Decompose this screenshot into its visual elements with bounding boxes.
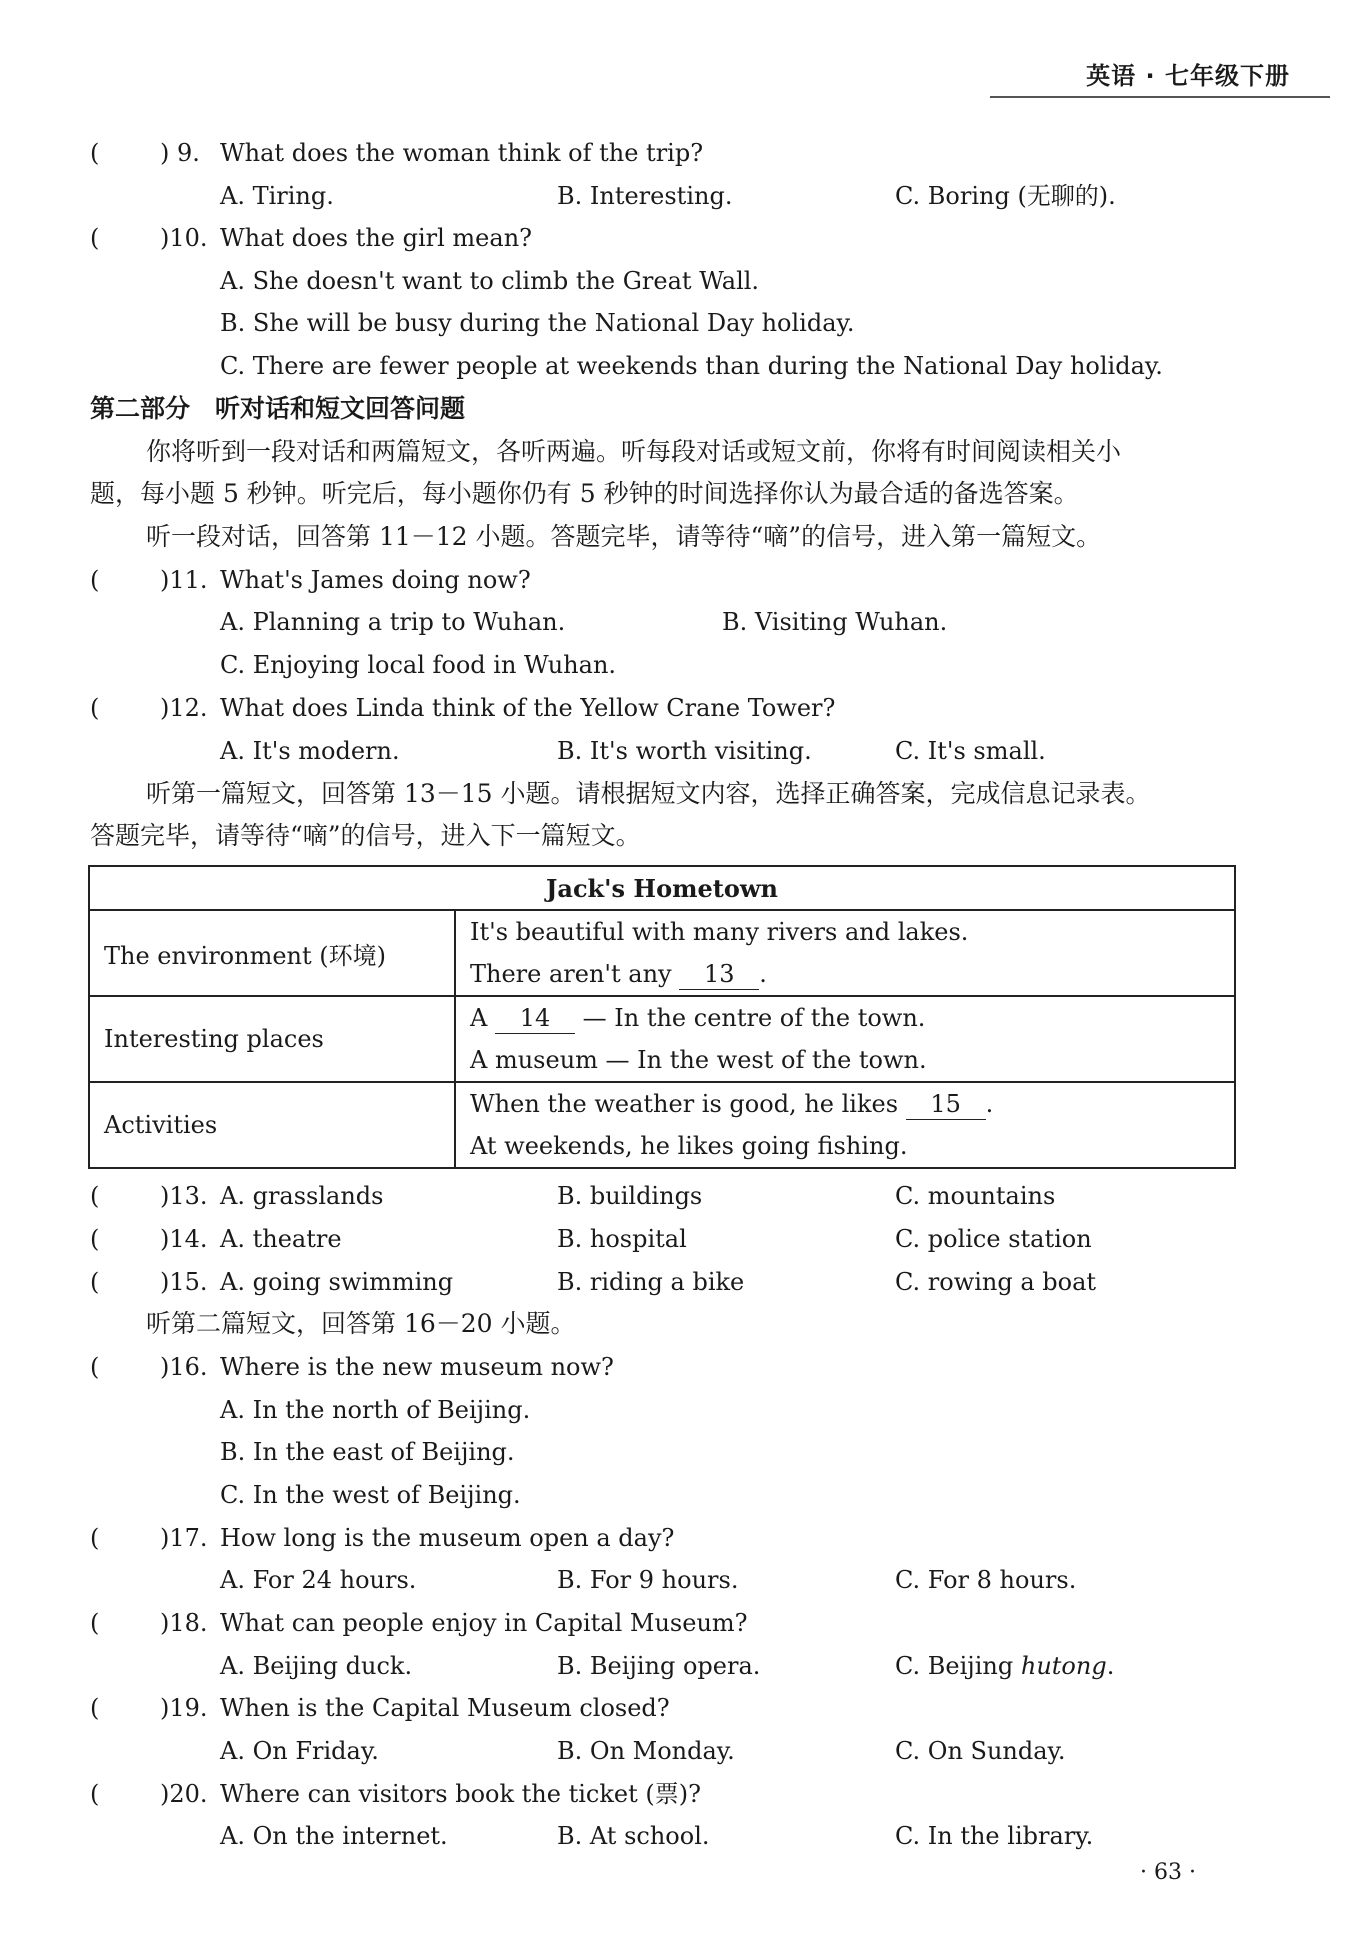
option-c[interactable]: C. police station — [895, 1225, 1092, 1253]
option-b[interactable]: B. Visiting Wuhan. — [722, 608, 948, 636]
instructions-line-1: 你将听到一段对话和两篇短文，各听两遍。听每段对话或短文前，你将有时间阅读相关小 — [146, 437, 1122, 466]
header-rule — [990, 96, 1330, 98]
option-b[interactable]: B. On Monday. — [557, 1737, 735, 1765]
option-b[interactable]: B. For 9 hours. — [557, 1566, 739, 1594]
option-a[interactable]: A. theatre — [220, 1225, 342, 1253]
option-b[interactable]: B. hospital — [557, 1225, 687, 1253]
blank-13[interactable]: 13 — [679, 959, 759, 990]
option-c[interactable]: C. In the library. — [895, 1822, 1094, 1850]
page-header: 英语 · 七年级下册 — [1086, 62, 1290, 90]
table-row — [89, 910, 1235, 996]
row-content: A 14 — In the centre of the town. A museum — In the west of the town. — [455, 996, 1235, 1082]
blank-15[interactable]: 15 — [906, 1089, 986, 1120]
option-b[interactable]: B. At school. — [557, 1822, 710, 1850]
table-title: Jack's Hometown — [89, 866, 1235, 910]
option-c[interactable]: C. On Sunday. — [895, 1737, 1066, 1765]
page-number: · 63 · — [1140, 1860, 1196, 1885]
option-a[interactable]: A. It's modern. — [220, 737, 400, 765]
row-content: When the weather is good, he likes 15 . At weekends, he likes going fishing. — [455, 1082, 1235, 1168]
option-c[interactable]: C. rowing a boat — [895, 1268, 1097, 1296]
option-c[interactable]: C. Boring (无聊的). — [895, 182, 1116, 210]
section-heading: 第二部分 听对话和短文回答问题 — [90, 394, 466, 423]
option-b[interactable]: B. It's worth visiting. — [557, 737, 812, 765]
info-table — [88, 865, 1236, 1169]
exam-page: 英语 · 七年级下册 ( ) 9. What does the woman think of the trip? A. Tiring. B. Interesting. C. Boring (无聊的). ( )10. What does the girl mean? A. She doesn't want to climb the Great Wall. B. She will be busy during the National Day holiday. C. There are fewer people at weekends than during the National Day holiday. 第二部分 听对话和短文回答问题 你将听到一段对话和两篇短文，各听两遍。听每段对话或短文前，你将有时间阅读相关小 题，每小题 5 秒钟。听完后，每小题你仍有 5 秒钟的时间选择你认为最合适的备选答案。 听一段对话，回答第 11－12 小题。答题完毕，请等待“嘀”的信号，进入第一篇短文。 ( )11. What's James doing now? A. Planning a trip to Wuhan. B. Visiting Wuhan. C. Enjoying local food in Wuhan. ( )12. What does Linda think of the Yellow Crane Tower? A. It's modern. B. It's worth visiting. C. It's small. 听第一篇短文，回答第 13－15 小题。请根据短文内容，选择正确答案，完成信息记录表。 答题完毕，请等待“嘀”的信号，进入下一篇短文。 Jack's Hometown The environment (环境) It's beautiful with many rivers and lakes. There aren't any 13 . Interesting places A 14 — In the centre of the town. A museum — In the west of the town. Activities When the weather is good, he likes 15 . At weekends, he likes going fishing. ( )13. A. grasslands B. buildings C. mountains ( )14. A. theatre B. hospital C. police station ( )15. A. going swimming B. riding a bike C. rowing a boat 听第二篇短文，回答第 16－20 小题。 ( )16. Where is the new museum now? A. In the north of Beijing. B. In the east of Beijing. C. In the west of Beijing. ( )17. How long is the museum open a day? A. For 24 hours. B. For 9 hours. C. For 8 hours. ( )18. What can people enjoy in Capital Museum? A. Beijing duck. B. Beijing opera. C. Beijing hutong. ( )19. When is the Capital Museum closed? A. On Friday. B. On Monday. C. On Sunday. ( )20. Where can visitors book the ticket (票)? A. On the internet. B. At school. C. In the library. · 63 · — [0, 0, 1350, 1955]
option-a[interactable]: A. Planning a trip to Wuhan. — [220, 608, 566, 636]
row-label: Activities — [89, 1082, 455, 1168]
passage-1-instructions: 听第一篇短文，回答第 13－15 小题。请根据短文内容，选择正确答案，完成信息记录表。 — [146, 779, 1151, 808]
option-a[interactable]: A. Beijing duck. — [220, 1652, 413, 1680]
option-c[interactable]: C. For 8 hours. — [895, 1566, 1077, 1594]
passage-1-instructions-2: 答题完毕，请等待“嘀”的信号，进入下一篇短文。 — [90, 821, 641, 850]
option-a[interactable]: A. On Friday. — [220, 1737, 379, 1765]
option-c[interactable]: C. It's small. — [895, 737, 1046, 765]
row-content: It's beautiful with many rivers and lakes. There aren't any 13 . — [455, 910, 1235, 996]
option-a[interactable]: A. Tiring. — [220, 182, 334, 210]
row-label: Interesting places — [89, 996, 455, 1082]
option-b[interactable]: B. buildings — [557, 1182, 703, 1210]
option-a[interactable]: A. For 24 hours. — [220, 1566, 417, 1594]
option-b[interactable]: B. riding a bike — [557, 1268, 745, 1296]
dialog-instructions: 听一段对话，回答第 11－12 小题。答题完毕，请等待“嘀”的信号，进入第一篇短文。 — [146, 522, 1102, 551]
option-a[interactable]: A. grasslands — [220, 1182, 384, 1210]
option-b[interactable]: B. Interesting. — [557, 182, 733, 210]
table-row — [89, 1082, 1235, 1168]
passage-2-instructions: 听第二篇短文，回答第 16－20 小题。 — [146, 1309, 576, 1338]
blank-14[interactable]: 14 — [495, 1003, 575, 1034]
option-c[interactable]: C. mountains — [895, 1182, 1056, 1210]
instructions-line-2: 题，每小题 5 秒钟。听完后，每小题你仍有 5 秒钟的时间选择你认为最合适的备选答案。 — [90, 479, 1079, 508]
option-c[interactable]: C. Beijing hutong. — [895, 1652, 1115, 1680]
option-a[interactable]: A. On the internet. — [220, 1822, 448, 1850]
option-b[interactable]: B. Beijing opera. — [557, 1652, 761, 1680]
row-label: The environment (环境) — [89, 910, 455, 996]
option-a[interactable]: A. going swimming — [220, 1268, 454, 1296]
table-row — [89, 996, 1235, 1082]
